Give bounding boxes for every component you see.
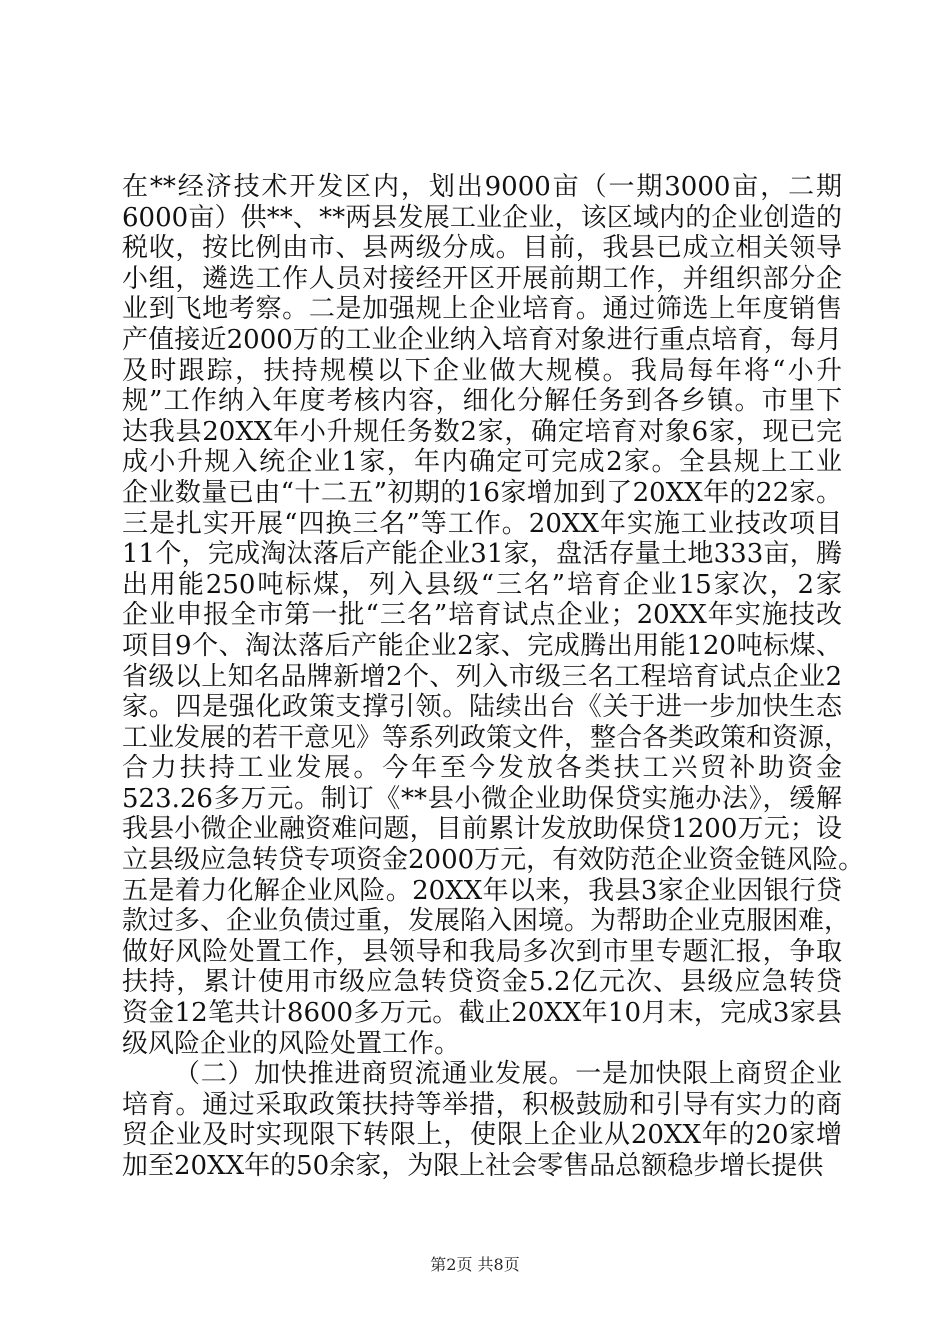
text-line: 级风险企业的风险处置工作。 <box>122 1028 461 1059</box>
text-line: 资金12笔共计8600多万元。截止20XX年10月末，完成3家县 <box>122 998 842 1029</box>
page-footer: 第2页 共8页 <box>430 1255 520 1274</box>
text-line: 三是扎实开展“四换三名”等工作。20XX年实施工业技改项目 <box>122 508 842 539</box>
text-line: 税收，按比例由市、县两级分成。目前，我县已成立相关领导 <box>122 233 842 264</box>
text-line: 企业申报全市第一批“三名”培育试点企业；20XX年实施技改 <box>122 600 842 631</box>
text-line: 项目9个、淘汰落后产能企业2家、完成腾出用能120吨标煤、 <box>122 630 842 661</box>
text-line: 扶持，累计使用市级应急转贷资金5.2亿元次、县级应急转贷 <box>122 967 842 998</box>
text-line: 工业发展的若干意见》等系列政策文件，整合各类政策和资源， <box>122 722 851 753</box>
text-line: （二）加快推进商贸流通业发展。一是加快限上商贸企业 <box>174 1059 842 1090</box>
body-text <box>122 172 865 1182</box>
text-line: 培育。通过采取政策扶持等举措，积极鼓励和引导有实力的商 <box>122 1089 842 1120</box>
text-line: 家。四是强化政策支撑引领。陆续出台《关于进一步加快生态 <box>122 692 842 723</box>
text-line: 我县小微企业融资难问题，目前累计发放助保贷1200万元；设 <box>122 814 842 845</box>
text-line: 6000亩）供**、**两县发展工业企业，该区域内的企业创造的 <box>122 202 842 233</box>
text-line: 省级以上知名品牌新增2个、列入市级三名工程培育试点企业2 <box>122 661 842 692</box>
text-line: 及时跟踪，扶持规模以下企业做大规模。我局每年将“小升 <box>122 355 842 386</box>
text-line: 做好风险处置工作，县领导和我局多次到市里专题汇报，争取 <box>122 936 842 967</box>
text-line: 产值接近2000万的工业企业纳入培育对象进行重点培育，每月 <box>122 324 842 355</box>
text-line: 在**经济技术开发区内，划出9000亩（一期3000亩，二期 <box>122 172 842 202</box>
text-line: 贸企业及时实现限下转限上，使限上企业从20XX年的20家增 <box>122 1120 842 1151</box>
text-line: 合力扶持工业发展。今年至今发放各类扶工兴贸补助资金 <box>122 753 842 784</box>
text-line: 企业数量已由“十二五”初期的16家增加到了20XX年的22家。 <box>122 477 842 508</box>
text-line: 五是着力化解企业风险。20XX年以来，我县3家企业因银行贷 <box>122 875 842 906</box>
text-line: 小组，遴选工作人员对接经开区开展前期工作，并组织部分企 <box>122 263 842 294</box>
text-line: 达我县20XX年小升规任务数2家，确定培育对象6家，现已完 <box>122 416 842 447</box>
text-line: 规”工作纳入年度考核内容，细化分解任务到各乡镇。市里下 <box>122 386 842 417</box>
text-line: 业到飞地考察。二是加强规上企业培育。通过筛选上年度销售 <box>122 294 842 325</box>
text-line: 523.26多万元。制订《**县小微企业助保贷实施办法》，缓解 <box>122 783 842 814</box>
text-line: 出用能250吨标煤，列入县级“三名”培育企业15家次，2家 <box>122 569 842 600</box>
text-line: 11个，完成淘汰落后产能企业31家，盘活存量土地333亩，腾 <box>122 539 842 570</box>
text-line: 款过多、企业负债过重，发展陷入困境。为帮助企业克服困难， <box>122 906 851 937</box>
text-line: 成小升规入统企业1家，年内确定可完成2家。全县规上工业 <box>122 447 842 478</box>
text-line: 立县级应急转贷专项资金2000万元，有效防范企业资金链风险。 <box>122 845 865 876</box>
text-line: 加至20XX年的50余家，为限上社会零售品总额稳步增长提供 <box>122 1151 824 1181</box>
